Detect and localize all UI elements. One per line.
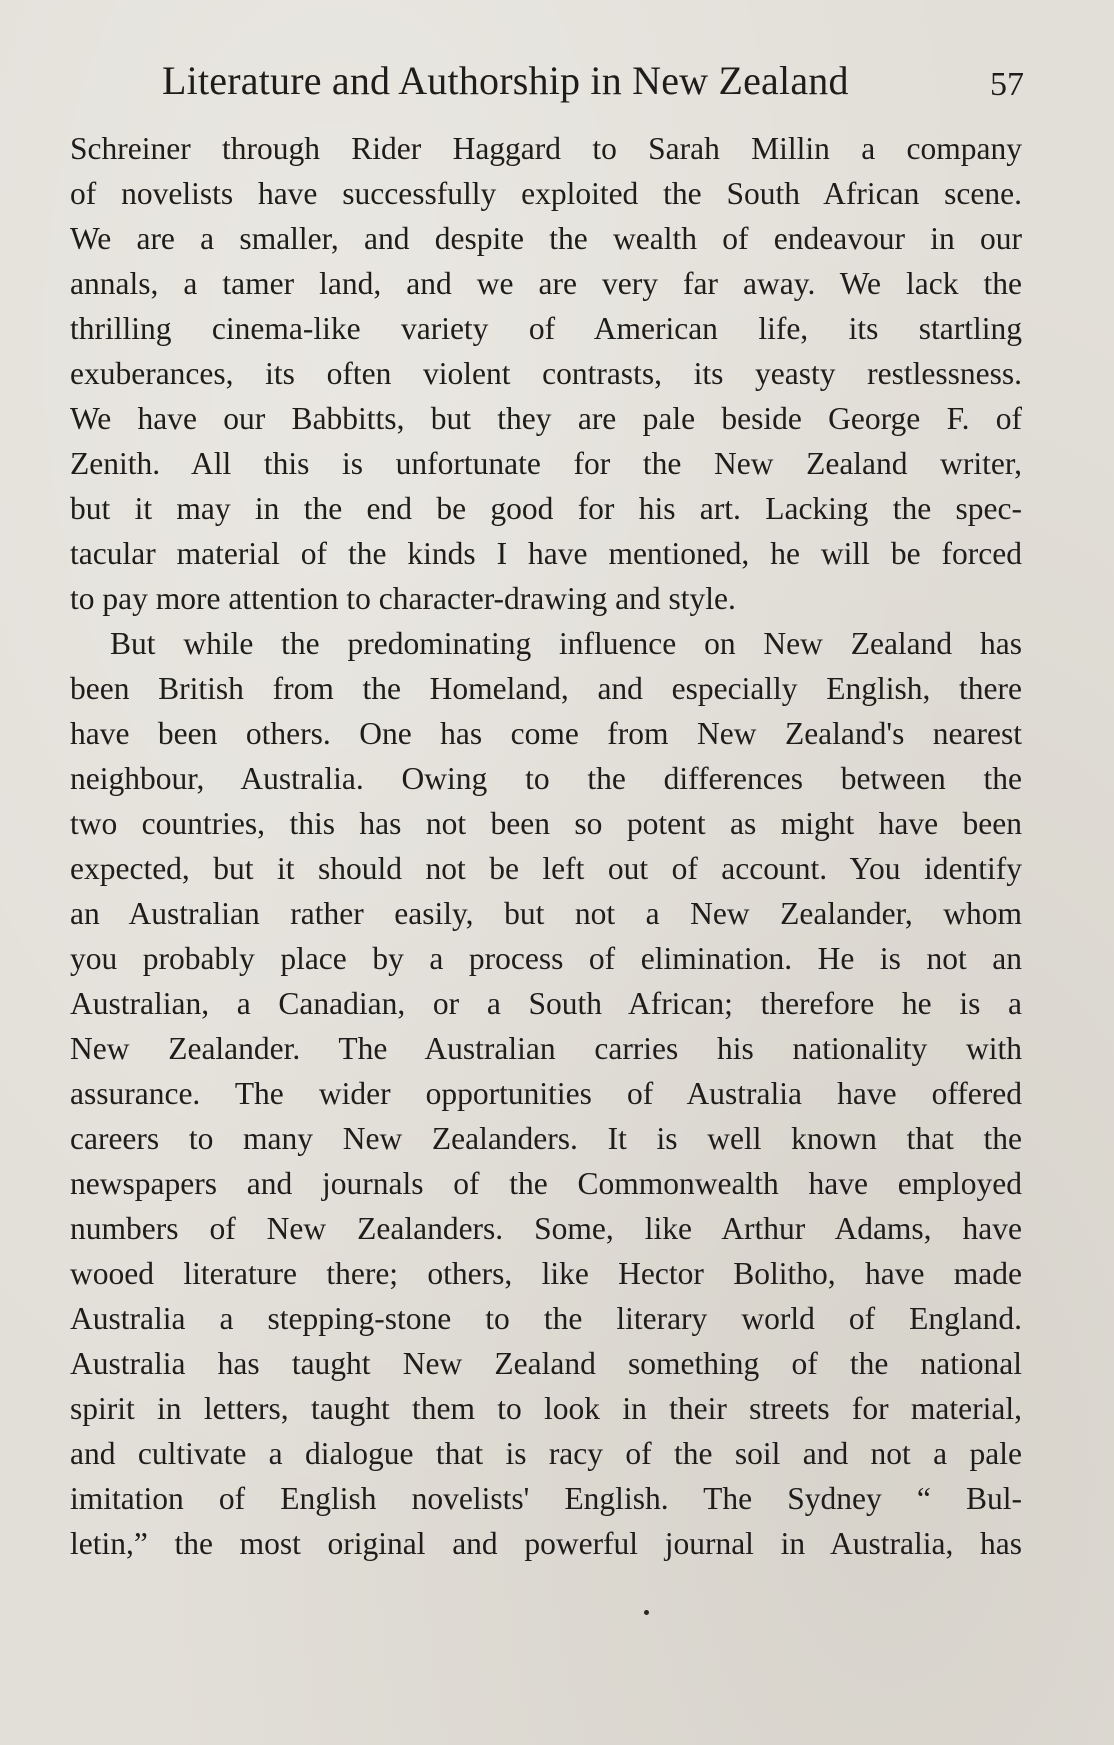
paragraph-start-line: But while the predominating influence on New Zealand has [110,626,1022,661]
text-line: Australia a stepping-stone to the literary world of England. [70,1301,1022,1336]
text-line: Australian, a Canadian, or a South African; therefore he is a [70,986,1022,1021]
text-line: imitation of English novelists' English. The Sydney “ Bul- [70,1481,1022,1516]
text-line: Australia has taught New Zealand something of the national [70,1346,1022,1381]
text-line: exuberances, its often violent contrasts, its yeasty restlessness. [70,356,1022,391]
running-title: Literature and Authorship in New Zealand [162,58,849,103]
text-line: New Zealander. The Australian carries his nationality with [70,1031,1022,1066]
text-line: you probably place by a process of elimination. He is not an [70,941,1022,976]
text-line: been British from the Homeland, and especially English, there [70,671,1022,706]
text-line: assurance. The wider opportunities of Australia have offered [70,1076,1022,1111]
page-number: 57 [990,66,1024,103]
text-line: an Australian rather easily, but not a New Zealander, whom [70,896,1022,931]
text-line: We are a smaller, and despite the wealth of endeavour in our [70,221,1022,256]
text-line: of novelists have successfully exploited the South African scene. [70,176,1022,211]
text-line: and cultivate a dialogue that is racy of the soil and not a pale [70,1436,1022,1471]
text-line: numbers of New Zealanders. Some, like Arthur Adams, have [70,1211,1022,1246]
paragraph-end-line: to pay more attention to character-drawing and style. [70,581,736,616]
text-line: letin,” the most original and powerful journal in Australia, has [70,1526,1022,1561]
text-line: annals, a tamer land, and we are very far away. We lack the [70,266,1022,301]
text-line: neighbour, Australia. Owing to the differences between the [70,761,1022,796]
text-line: thrilling cinema-like variety of American life, its startling [70,311,1022,346]
text-line: two countries, this has not been so potent as might have been [70,806,1022,841]
text-line: newspapers and journals of the Commonwealth have employed [70,1166,1022,1201]
text-line: wooed literature there; others, like Hector Bolitho, have made [70,1256,1022,1291]
text-line: Schreiner through Rider Haggard to Sarah Millin a company [70,131,1022,166]
text-line: have been others. One has come from New Zealand's nearest [70,716,1022,751]
text-line: expected, but it should not be left out of account. You identify [70,851,1022,886]
text-line: careers to many New Zealanders. It is well known that the [70,1121,1022,1156]
text-line: but it may in the end be good for his art. Lacking the spec- [70,491,1022,526]
text-line: We have our Babbitts, but they are pale beside George F. of [70,401,1022,436]
text-line: tacular material of the kinds I have mentioned, he will be forced [70,536,1022,571]
body-text [70,126,1022,1566]
running-head [162,56,1024,106]
text-line: Zenith. All this is unfortunate for the New Zealand writer, [70,446,1022,481]
ink-speck [644,1610,649,1615]
text-line: spirit in letters, taught them to look in their streets for material, [70,1391,1022,1426]
